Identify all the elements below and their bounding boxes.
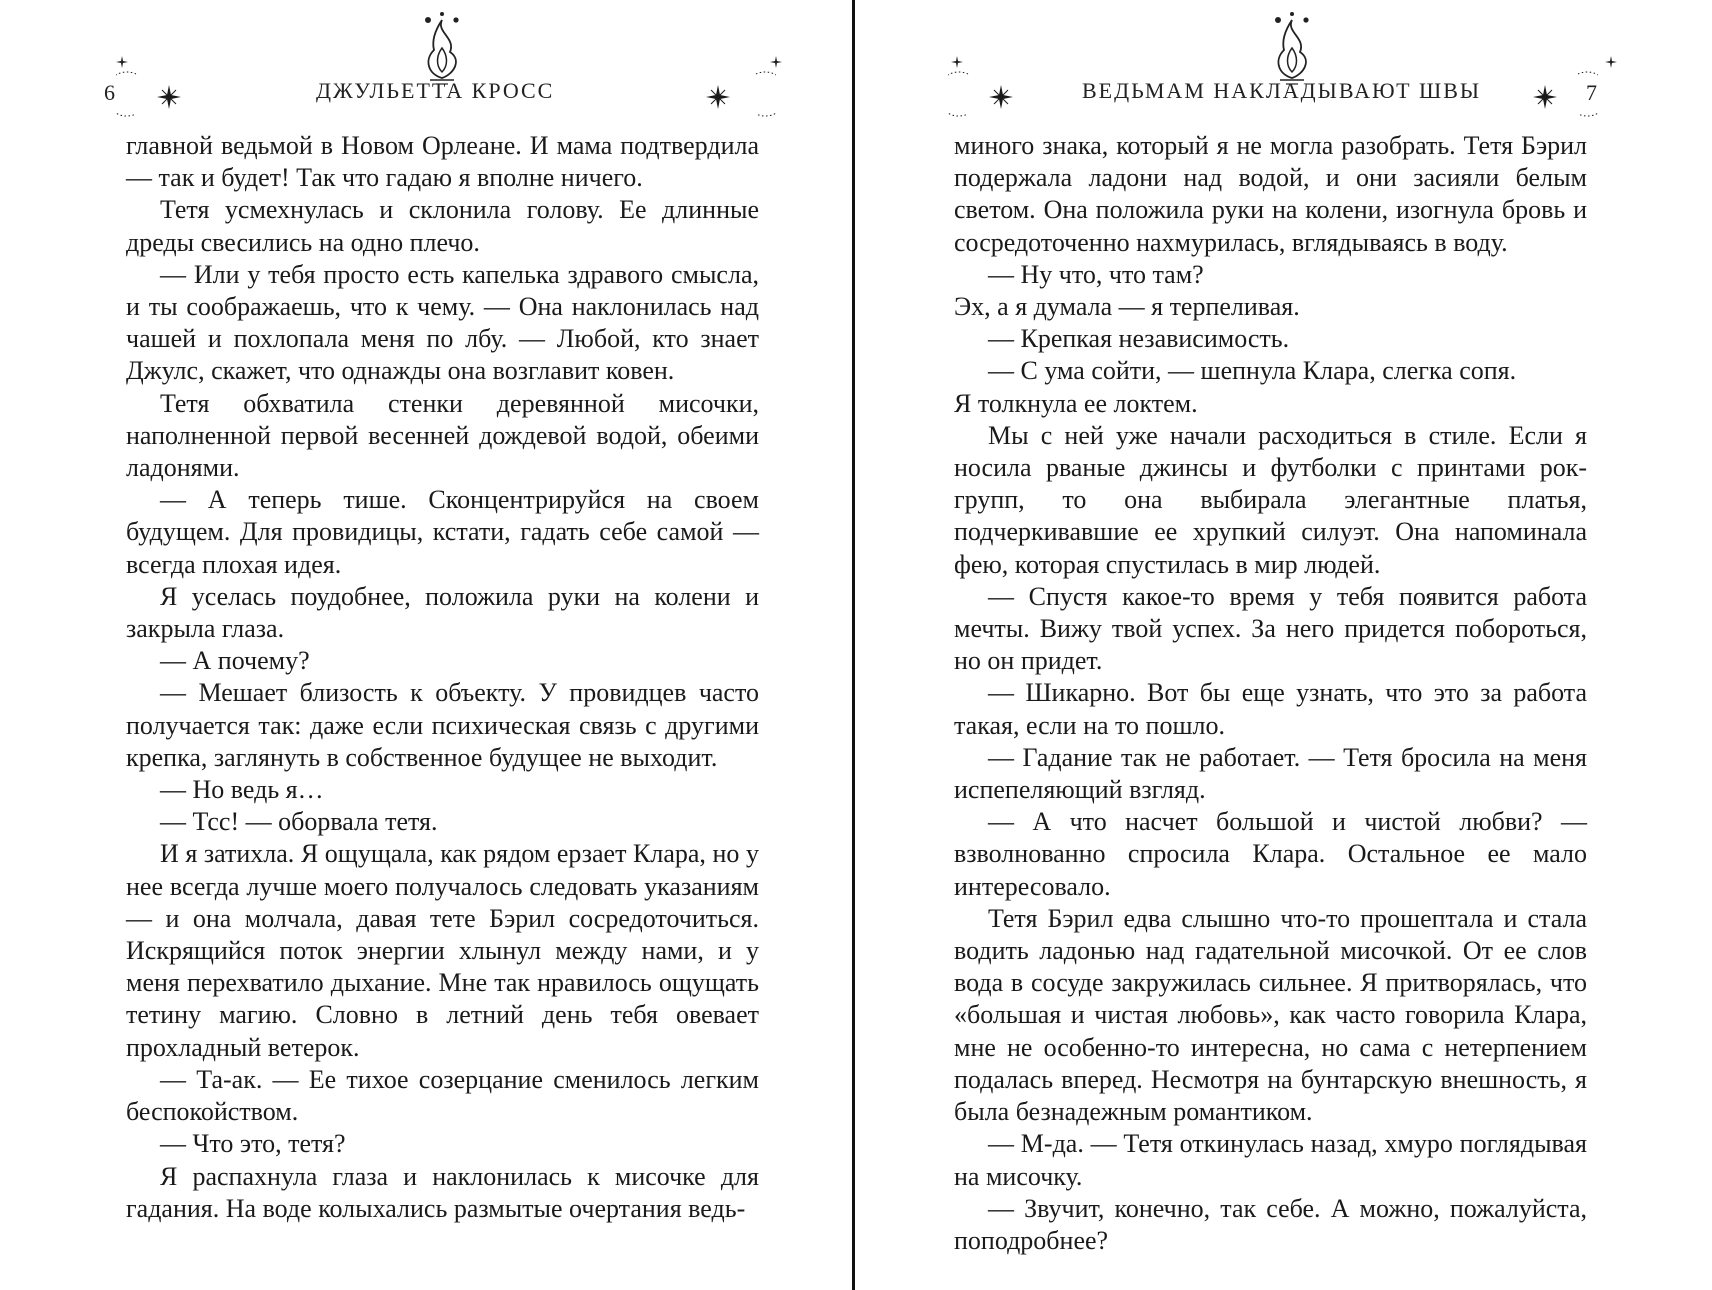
star-icon	[703, 82, 733, 112]
paragraph: — А почему?	[160, 646, 310, 676]
paragraph: главной ведьмой в Новом Орлеане. И мама подтвердила — так и будет! Так что гадаю я вполне ничего.	[126, 131, 759, 193]
left-page	[0, 0, 852, 1290]
page-number: 6	[104, 80, 115, 105]
paragraph: — Звучит, конечно, так себе. А можно, пожалуйста, поподробнее?	[954, 1193, 1587, 1255]
paragraph: — Спустя какое-то время у тебя появится работа мечты. Вижу твой успех. За него придется побороться, но он придет.	[954, 581, 1587, 676]
left-page-header	[0, 0, 852, 130]
paragraph: Я распахнула глаза и наклонилась к мисочке для гадания. На воде колыхались размытые очертания ведь-	[126, 1161, 759, 1223]
paragraph: — А теперь тише. Сконцентрируйся на своем будущем. Для провидицы, кстати, гадать себе самой — всегда плохая идея.	[126, 485, 759, 579]
crescent-moon-icon	[116, 68, 156, 124]
paragraph: — Или у тебя просто есть капелька здравого смысла, и ты соображаешь, что к чему. — Она наклонилась над чашей и похлопала меня по лбу. — Любой, кто знает Джулс, скажет, что однажды она возглавит ковен.	[126, 259, 759, 386]
paragraph: И я затихла. Я ощущала, как рядом ерзает Клара, но у нее всегда лучше моего получалось следовать указаниям — и она молчала, давая тете Бэрил сосредоточиться. Искрящийся поток энергии хлынул между нами, и у меня перехватило дыхание. Мне так нравилось ощущать тетину магию. Словно в летний день тебя овевает прохладный ветерок.	[126, 839, 759, 1062]
left-page-body	[126, 130, 759, 1225]
star-icon	[986, 82, 1016, 112]
running-title-book: ВЕДЬМАМ НАКЛАДЫВАЮТ ШВЫ	[1082, 78, 1482, 103]
right-page	[855, 0, 1712, 1290]
paragraph: — М-да. — Тетя откинулась назад, хмуро поглядывая на мисочку.	[954, 1129, 1587, 1191]
paragraph: Эх, а я думала — я терпеливая.	[954, 292, 1300, 322]
crescent-moon-icon	[736, 68, 776, 124]
star-icon	[1530, 82, 1560, 112]
right-page-header	[855, 0, 1712, 130]
paragraph: — Что это, тетя?	[160, 1129, 346, 1159]
running-title-author: ДЖУЛЬЕТТА КРОСС	[316, 78, 555, 103]
paragraph: Я уселась поудобнее, положила руки на колени и закрыла глаза.	[126, 581, 759, 644]
paragraph: Я толкнула ее локтем.	[954, 388, 1198, 418]
paragraph: — Ну что, что там?	[988, 259, 1204, 289]
paragraph: — Гадание так не работает. — Тетя бросила на меня испепеляющий взгляд.	[954, 742, 1587, 805]
paragraph: — С ума сойти, — шепнула Клара, слегка сопя.	[988, 356, 1517, 386]
paragraph: — А что насчет большой и чистой любви? — взволнованно спросила Клара. Остальное ее мало интересовало.	[954, 807, 1587, 901]
paragraph: — Крепкая независимость.	[988, 324, 1290, 354]
paragraph: миного знака, который я не могла разобрать. Тетя Бэрил подержала ладони над водой, и они засияли белым светом. Она положила руки на колени, изогнула бровь и сосредоточенно нахмурилась, вглядываясь в воду.	[954, 131, 1587, 257]
crescent-moon-icon	[948, 68, 988, 124]
paragraph: — Тсс! — оборвала тетя.	[160, 807, 438, 837]
paragraph: Мы с ней уже начали расходиться в стиле. Если я носила рваные джинсы и футболки с принтами рок-групп, то она выбирала элегантные платья, подчеркивавшие ее хрупкий силуэт. Она напоминала фею, которая спустилась в мир людей.	[954, 420, 1587, 579]
paragraph: Тетя усмехнулась и склонила голову. Ее длинные дреды свесились на одно плечо.	[126, 195, 759, 257]
star-icon	[154, 82, 184, 112]
paragraph: — Но ведь я…	[160, 775, 324, 805]
paragraph: Тетя обхватила стенки деревянной мисочки, наполненной первой весенней дождевой водой, обеими ладонями.	[126, 388, 759, 483]
page-number: 7	[1586, 80, 1597, 105]
right-page-body	[954, 130, 1587, 1257]
paragraph: — Мешает близость к объекту. У провидцев часто получается так: даже если психическая связь с другими крепка, заглянуть в собственное будущее не выходит.	[126, 678, 759, 772]
paragraph: — Шикарно. Вот бы еще узнать, что это за работа такая, если на то пошло.	[954, 678, 1587, 740]
paragraph: Тетя Бэрил едва слышно что-то прошептала и стала водить ладонью над гадательной мисочкой. От ее слов вода в сосуде закружилась сильнее. Я притворялась, что «большая и чистая любовь», как часто говорила Клара, мне не особенно-то интересна, но сама с нетерпением подалась вперед. Несмотря на бунтарскую внешность, я была безнадежным романтиком.	[954, 903, 1587, 1127]
paragraph: — Та-ак. — Ее тихое созерцание сменилось легким беспокойством.	[126, 1064, 759, 1127]
